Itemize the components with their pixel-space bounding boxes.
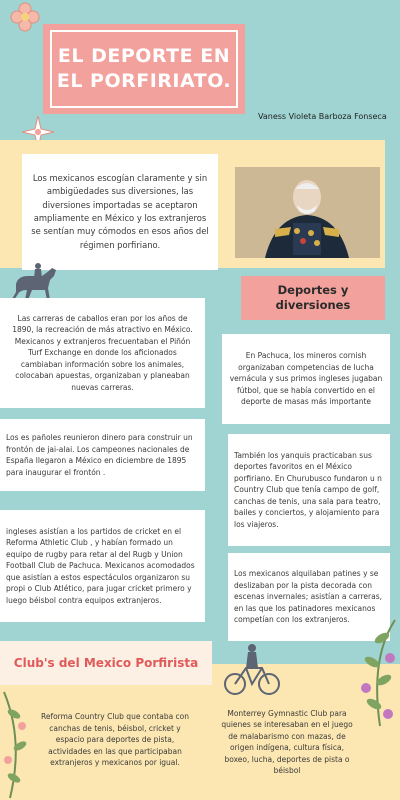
- yankees-text: También los yanquis practicaban sus deportes favoritos en el México porfiriano. En Churubusco fundaron u n Country Club que tenía campo de golf, canchas de tenis, una sala para teatro, bailes y conciertos, y alojamiento para los viajeros.: [234, 450, 382, 529]
- horse-racing-text: Las carreras de caballos eran por los años de 1890, la recreación de más atractivo en México. Mexicanos y extranjeros frecuentaban el Piñón Turf Exchange en donde los aficionados cambiaban información sobre los animales, colocaban apuestas, organizaban y planeaban nuevas carreras.: [12, 313, 193, 392]
- monterrey-club-text: Monterrey Gymnastic Club para quienes se interesaban en el juego de malabarismo con mazas, de origen indígena, cultura física, boxeo, lucha, deportes de pista o béisbol: [221, 708, 353, 775]
- yankees-box: [228, 434, 390, 546]
- intro-box: [22, 154, 218, 270]
- english-text: ingleses asistían a los partidos de cricket en el Reforma Athletic Club , y habían formado un equipo de rugby para retar al del Rugb y Union Football Club de Pachuca. Mexicanos acomodados que asistían a estos espectáculos organizaron su propi o Club Atlético, para jugar cricket primero y luego béisbol contra equipos extranjeros.: [6, 526, 195, 605]
- horse-racing-box: [0, 298, 205, 408]
- spanish-text: Los es pañoles reunieron dinero para construir un frontón de jai-alai. Los campeones nacionales de España llegaron a México en diciembre de 1895 para inaugurar el frontón .: [6, 433, 193, 477]
- cyclist-icon: [222, 642, 282, 696]
- reforma-club-text: Reforma Country Club que contaba con canchas de tenis, béisbol, cricket y espacio para deportes de pista, actividades en las que participaban extranjeros y mexicanos por igual.: [40, 712, 190, 768]
- english-box: [0, 510, 205, 622]
- clubs-heading: [0, 641, 212, 685]
- leaf-branch-icon: [0, 690, 30, 800]
- intro-text: Los mexicanos escogían claramente y sin ambigüedades sus diversiones, las diversiones importadas se aceptaron ampliamente en México y los extranjeros se sentían muy cómodos en esos años del régimen porfiriano.: [31, 173, 209, 250]
- title-box: [43, 24, 245, 114]
- pachuca-text: En Pachuca, los mineros cornish organizaban competencias de lucha vernácula y sus primos ingleses jugaban fútbol, que se había convertido en el deporte de masas más importante: [229, 351, 383, 407]
- portrait-image: [235, 167, 380, 258]
- skating-text: Los mexicanos alquilaban patines y se deslizaban por la pista decorada con escenas invernales; asistían a carreras, en las que los patinadores mexicanos competían con los extranjeros.: [234, 569, 383, 625]
- clubs-title: Club's del Mexico Porfirista: [13, 656, 199, 670]
- page-title: EL DEPORTE EN EL PORFIRIATO.: [56, 45, 232, 92]
- spanish-box: [0, 419, 205, 491]
- flower-icon: [8, 0, 42, 34]
- section-heading: [241, 276, 385, 320]
- monterrey-club-box: [216, 700, 358, 784]
- title-frame: [50, 30, 238, 108]
- author-name: Vaness Violeta Barboza Fonseca: [258, 112, 387, 121]
- section-title: Deportes y diversiones: [275, 283, 351, 312]
- reforma-club-box: [32, 692, 198, 788]
- pachuca-box: [222, 334, 390, 424]
